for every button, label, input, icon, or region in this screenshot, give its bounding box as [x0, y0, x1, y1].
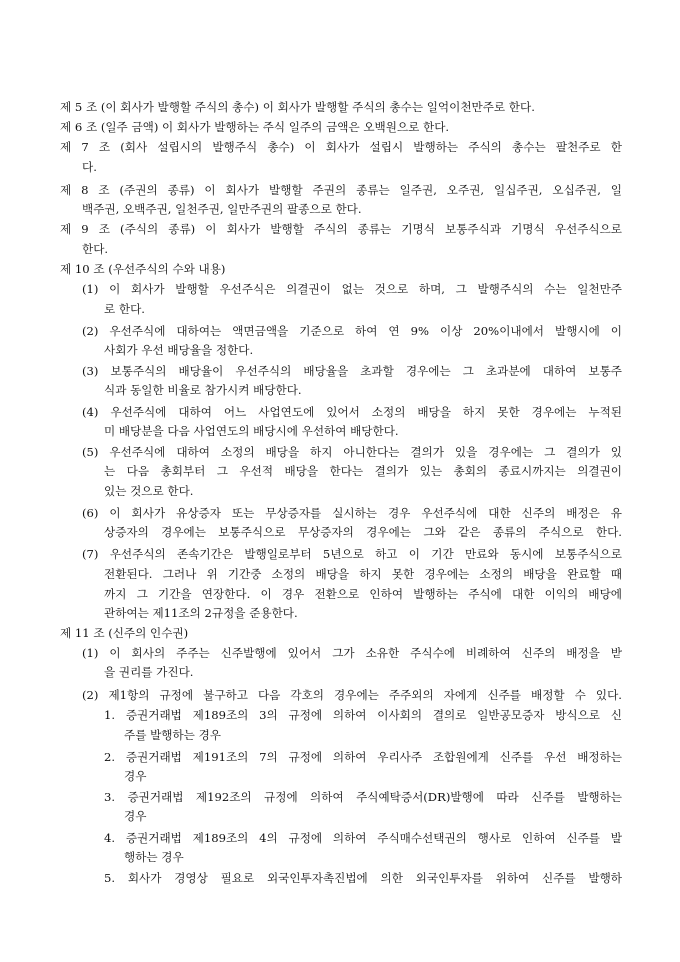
article-10-item-7-line-3: 까지 그 기간을 연장한다. 이 경우 전환으로 인하여 발행하는 주식에 대한 이익의 배당에 [104, 587, 622, 601]
article-11-subitem-3-line-1: 3. 증권거래법 제192조의 규정에 의하여 주식예탁증서(DR)발행에 따라 신주를 발행하는 [104, 790, 622, 804]
article-10-item-6-line-2: 상증자의 경우에는 보통주식으로 무상증자의 경우에는 그와 같은 종류의 주식으로 한다. [104, 525, 622, 539]
article-7-line-2: 다. [82, 160, 97, 174]
article-10-item-1-line-2: 로 한다. [104, 302, 145, 316]
article-10-item-2-line-2: 사회가 우선 배당율을 정한다. [104, 343, 254, 357]
article-10-item-1-line-1: (1) 이 회사가 발행할 우선주식은 의결권이 없는 것으로 하며, 그 발행주식의 수는 일천만주 [82, 282, 622, 296]
article-10-item-5-line-3: 있는 것으로 한다. [104, 484, 194, 498]
article-5-line-1: 제 5 조 (이 회사가 발행할 주식의 총수) 이 회사가 발행할 주식의 총수는 일억이천만주로 한다. [60, 100, 535, 114]
article-11-subitem-3-line-2: 경우 [124, 809, 147, 823]
article-11-subitem-4-line-2: 행하는 경우 [124, 850, 184, 864]
article-9-line-1: 제 9 조 (주식의 종류) 이 회사가 발행할 주식의 종류는 기명식 보통주식과 기명식 우선주식으로 [60, 222, 622, 236]
article-10-item-7-line-2: 전환된다. 그러나 위 기간중 소정의 배당을 하지 못한 경우에는 소정의 배당을 완료할 때 [104, 567, 622, 581]
article-11-item-2-line-1: (2) 제1항의 규정에 불구하고 다음 각호의 경우에는 주주외의 자에게 신주를 배정할 수 있다. [82, 688, 622, 702]
article-11-subitem-4-line-1: 4. 증권거래법 제189조의 4의 규정에 의하여 주식매수선택권의 행사로 인하여 신주를 발 [104, 831, 622, 845]
article-10-item-3-line-1: (3) 보통주식의 배당율이 우선주식의 배당율을 초과할 경우에는 그 초과분에 대하여 보통주 [82, 364, 622, 378]
article-10-item-5-line-1: (5) 우선주식에 대하여 소정의 배당을 하지 아니한다는 결의가 있을 경우에는 그 결의가 있 [82, 445, 622, 459]
article-10-heading: 제 10 조 (우선주식의 수와 내용) [60, 262, 226, 276]
article-10-item-7-line-4: 관하여는 제11조의 2규정을 준용한다. [104, 606, 298, 620]
article-10-item-4-line-1: (4) 우선주식에 대하여 어느 사업연도에 있어서 소정의 배당을 하지 못한 경우에는 누적된 [82, 405, 622, 419]
article-11-subitem-5-line-1: 5. 회사가 경영상 필요로 외국인투자촉진법에 의한 외국인투자를 위하여 신주를 발행하 [104, 871, 622, 885]
article-10-item-6-line-1: (6) 이 회사가 유상증자 또는 무상증자를 실시하는 경우 우선주식에 대한 신주의 배정은 유 [82, 506, 622, 520]
article-11-subitem-2-line-1: 2. 증권거래법 제191조의 7의 규정에 의하여 우리사주 조합원에게 신주를 우선 배정하는 [104, 750, 622, 764]
article-10-item-5-line-2: 는 다음 총회부터 그 우선적 배당을 한다는 결의가 있는 총회의 종료시까지는 의결권이 [104, 464, 622, 478]
article-10-item-2-line-1: (2) 우선주식에 대하여는 액면금액을 기준으로 하여 연 9% 이상 20%이내에서 발행시에 이 [82, 324, 622, 338]
article-9-line-2: 한다. [82, 242, 109, 256]
article-11-item-1-line-1: (1) 이 회사의 주주는 신주발행에 있어서 그가 소유한 주식수에 비례하여 신주의 배정을 받 [82, 646, 622, 660]
article-6-line-1: 제 6 조 (일주 금액) 이 회사가 발행하는 주식 일주의 금액은 오백원으로 한다. [60, 120, 450, 134]
article-8-line-2: 백주권, 오백주권, 일천주권, 일만주권의 팔종으로 한다. [82, 202, 362, 216]
article-10-item-7-line-1: (7) 우선주식의 존속기간은 발행일로부터 5년으로 하고 이 기간 만료와 동시에 보통주식으로 [82, 547, 622, 561]
article-10-item-3-line-2: 식과 동일한 비율로 참가시켜 배당한다. [104, 383, 302, 397]
article-11-heading: 제 11 조 (신주의 인수권) [60, 626, 189, 640]
article-8-line-1: 제 8 조 (주권의 종류) 이 회사가 발행할 주권의 종류는 일주권, 오주권, 일십주권, 오십주권, 일 [60, 183, 622, 197]
article-11-subitem-2-line-2: 경우 [124, 769, 147, 783]
article-11-subitem-1-line-2: 주를 발행하는 경우 [124, 728, 221, 742]
article-11-subitem-1-line-1: 1. 증권거래법 제189조의 3의 규정에 의하여 이사회의 결의로 일반공모증자 방식으로 신 [104, 708, 622, 722]
article-10-item-4-line-2: 미 배당분을 다음 사업연도의 배당시에 우선하여 배당한다. [104, 424, 399, 438]
article-7-line-1: 제 7 조 (회사 설립시의 발행주식 총수) 이 회사가 설립시 발행하는 주식의 총수는 팔천주로 한 [60, 140, 622, 154]
article-11-item-1-line-2: 을 권리를 가진다. [104, 665, 194, 679]
